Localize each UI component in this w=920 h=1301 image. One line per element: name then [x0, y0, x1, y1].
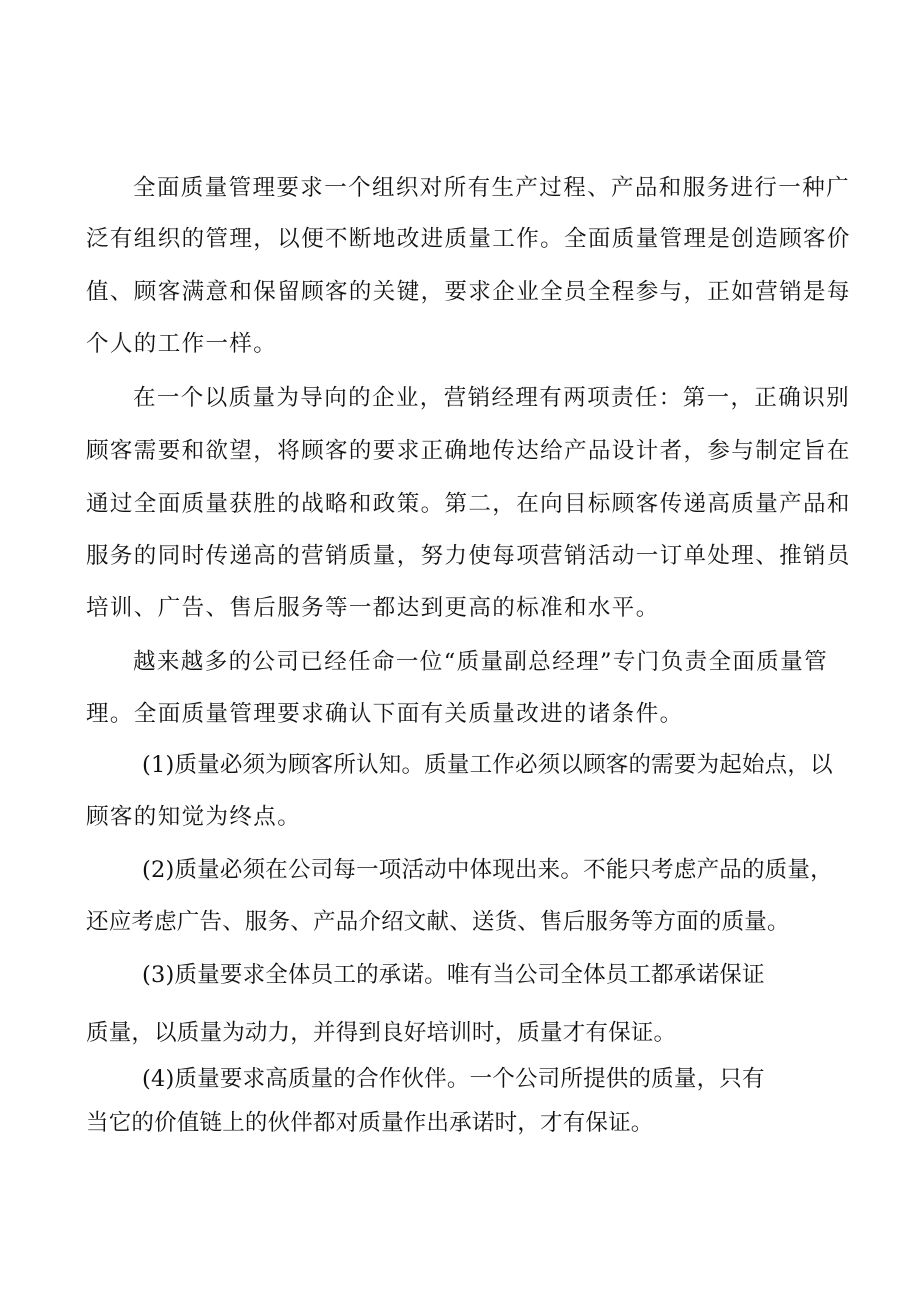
condition-4-line-2: 当它的价值链上的伙伴都对质量作出承诺时，才有保证。 — [86, 1110, 654, 1136]
paragraph-1-line-3: 值、顾客满意和保留顾客的关键，要求企业全员全程参与，正如营销是每 — [86, 279, 851, 305]
paragraph-2-line-1: 在一个以质量为导向的企业，营销经理有两项责任：第一，正确识别 — [133, 385, 851, 411]
paragraph-2-line-4: 服务的同时传递高的营销质量，努力使每项营销活动一订单处理、推销员 — [86, 543, 851, 569]
paragraph-1-line-2: 泛有组织的管理，以便不断地改进质量工作。全面质量管理是创造顾客价 — [86, 226, 851, 252]
condition-3-line-2: 质量，以质量为动力，并得到良好培训时，质量才有保证。 — [86, 1020, 677, 1046]
condition-2-line-2: 还应考虑广告、服务、产品介绍文献、送货、售后服务等方面的质量。 — [86, 909, 790, 935]
paragraph-3-line-1: 越来越多的公司已经任命一位“质量副总经理”专门负责全面质量管 — [133, 649, 829, 675]
paragraph-2-line-2: 顾客需要和欲望，将顾客的要求正确地传达给产品设计者，参与制定旨在 — [86, 438, 851, 464]
condition-3-line-1: (3)质量要求全体员工的承诺。唯有当公司全体员工都承诺保证 — [142, 962, 765, 988]
paragraph-3-line-2: 理。全面质量管理要求确认下面有关质量改进的诸条件。 — [86, 701, 684, 727]
condition-1-line-2: 顾客的知觉为终点。 — [86, 804, 302, 830]
condition-1-line-1: (1)质量必须为顾客所认知。质量工作必须以顾客的需要为起始点，以 — [142, 752, 833, 778]
paragraph-2-line-5: 培训、广告、售后服务等一都达到更高的标准和水平。 — [86, 595, 660, 621]
paragraph-1-line-1: 全面质量管理要求一个组织对所有生产过程、产品和服务进行一种广 — [133, 175, 851, 201]
condition-2-line-1: (2)质量必须在公司每一项活动中体现出来。不能只考虑产品的质量， — [142, 857, 833, 883]
condition-4-line-1: (4)质量要求高质量的合作伙伴。一个公司所提供的质量，只有 — [142, 1066, 765, 1092]
paragraph-1-line-4: 个人的工作一样。 — [86, 331, 278, 357]
paragraph-2-line-3: 通过全面质量获胜的战略和政策。第二，在向目标顾客传递高质量产品和 — [86, 491, 851, 517]
